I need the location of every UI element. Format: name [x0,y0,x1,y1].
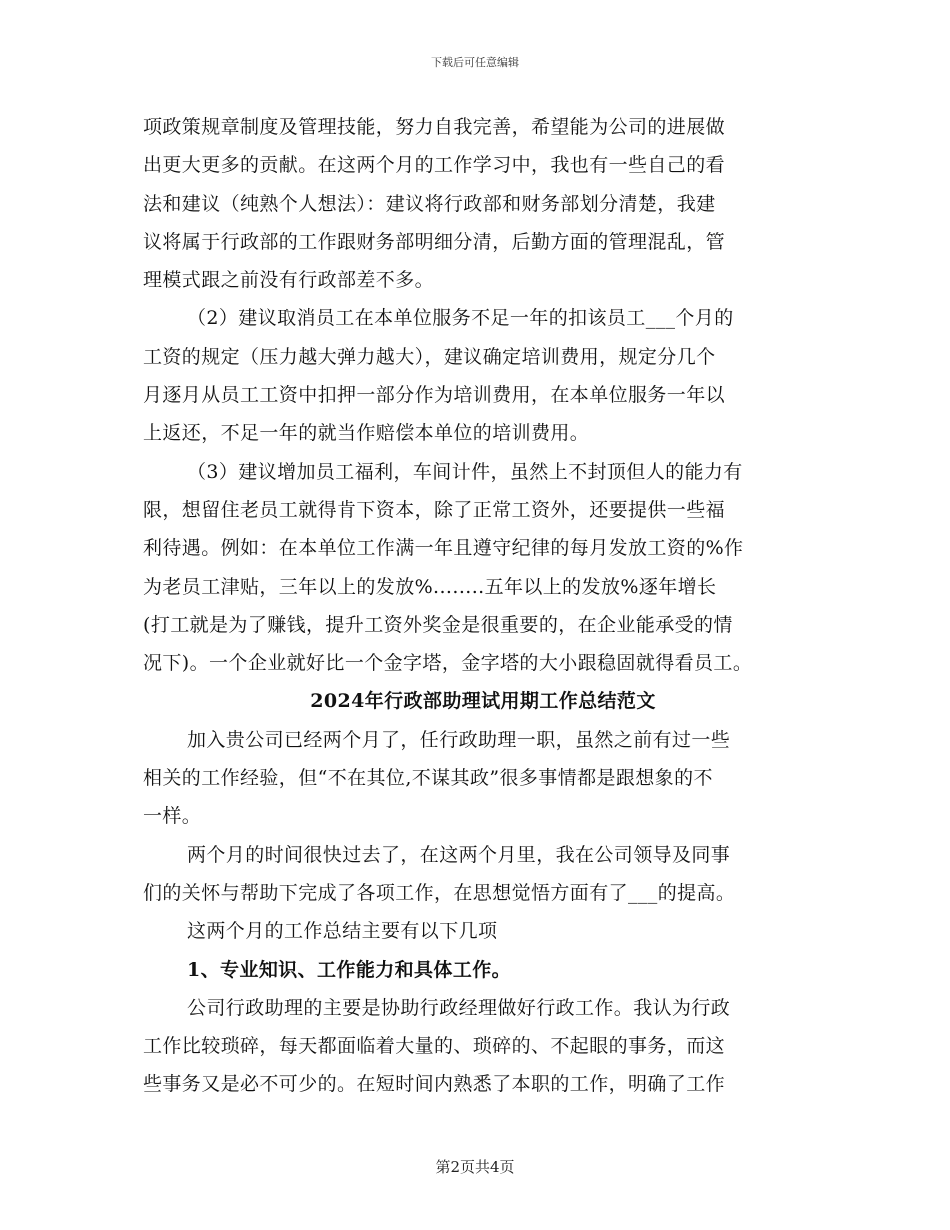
paragraph-start: 这两个月的工作总结主要有以下几项 [187,920,498,943]
text-line: 利待遇。例如：在本单位工作满一年且遵守纪律的每月发放工资的%作 [143,537,744,560]
text-line: 出更大更多的贡献。在这两个月的工作学习中，我也有一些自己的看 [143,154,726,177]
page-number: 第2页共4页 [435,1158,515,1176]
subsection-heading: 1、专业知识、工作能力和具体工作。 [187,958,512,981]
text-line: 项政策规章制度及管理技能，努力自我完善，希望能为公司的进展做 [143,116,726,138]
paragraph-start: 公司行政助理的主要是协助行政经理做好行政工作。我认为行政 [187,996,731,1019]
text-line: 上返还，不足一年的就当作赔偿本单位的培训费用。 [143,422,590,445]
text-line: 况下)。一个企业就好比一个金字塔，金字塔的大小跟稳固就得看员工。 [143,652,753,675]
paragraph-start-3: （3）建议增加员工福利，车间计件，虽然上不封顶但人的能力有 [187,460,743,483]
text-line: 些事务又是必不可少的。在短时间内熟悉了本职的工作，明确了工作 [143,1073,726,1096]
paragraph-start-2: （2）建议取消员工在本单位服务不足一年的扣该员工___个月的 [187,307,734,330]
text-line: 限，想留住老员工就得肯下资本，除了正常工资外，还要提供一些福 [143,498,726,521]
text-line: 法和建议（纯熟个人想法）：建议将行政部和财务部划分清楚，我建 [143,192,716,215]
paragraph-start: 加入贵公司已经两个月了，任行政助理一职，虽然之前有过一些 [187,728,731,751]
text-line: 议将属于行政部的工作跟财务部明细分清，后勤方面的管理混乱，管 [143,230,726,253]
text-line: 相关的工作经验，但“不在其位,不谋其政”很多事情都是跟想象的不 [143,767,713,790]
page-header: 下载后可任意编辑 [431,56,519,69]
text-line: (打工就是为了赚钱，提升工资外奖金是很重要的，在企业能承受的情 [143,613,733,636]
text-line: 们的关怀与帮助下完成了各项工作，在思想觉悟方面有了___的提高。 [143,881,736,904]
text-line: 理模式跟之前没有行政部差不多。 [143,269,435,292]
section-title: 2024年行政部助理试用期工作总结范文 [310,690,656,713]
text-line: 月逐月从员工工资中扣押一部分作为培训费用，在本单位服务一年以 [143,384,726,407]
text-line: 工作比较琐碎，每天都面临着大量的、琐碎的、不起眼的事务，而这 [143,1035,726,1058]
text-line: 一样。 [143,805,202,828]
text-line: 工资的规定（压力越大弹力越大），建议确定培训费用，规定分几个 [143,345,716,368]
paragraph-start: 两个月的时间很快过去了，在这两个月里，我在公司领导及同事 [187,843,731,866]
document-body [143,108,823,1104]
text-line: 为老员工津贴，三年以上的发放%........五年以上的发放%逐年增长 [143,575,717,598]
